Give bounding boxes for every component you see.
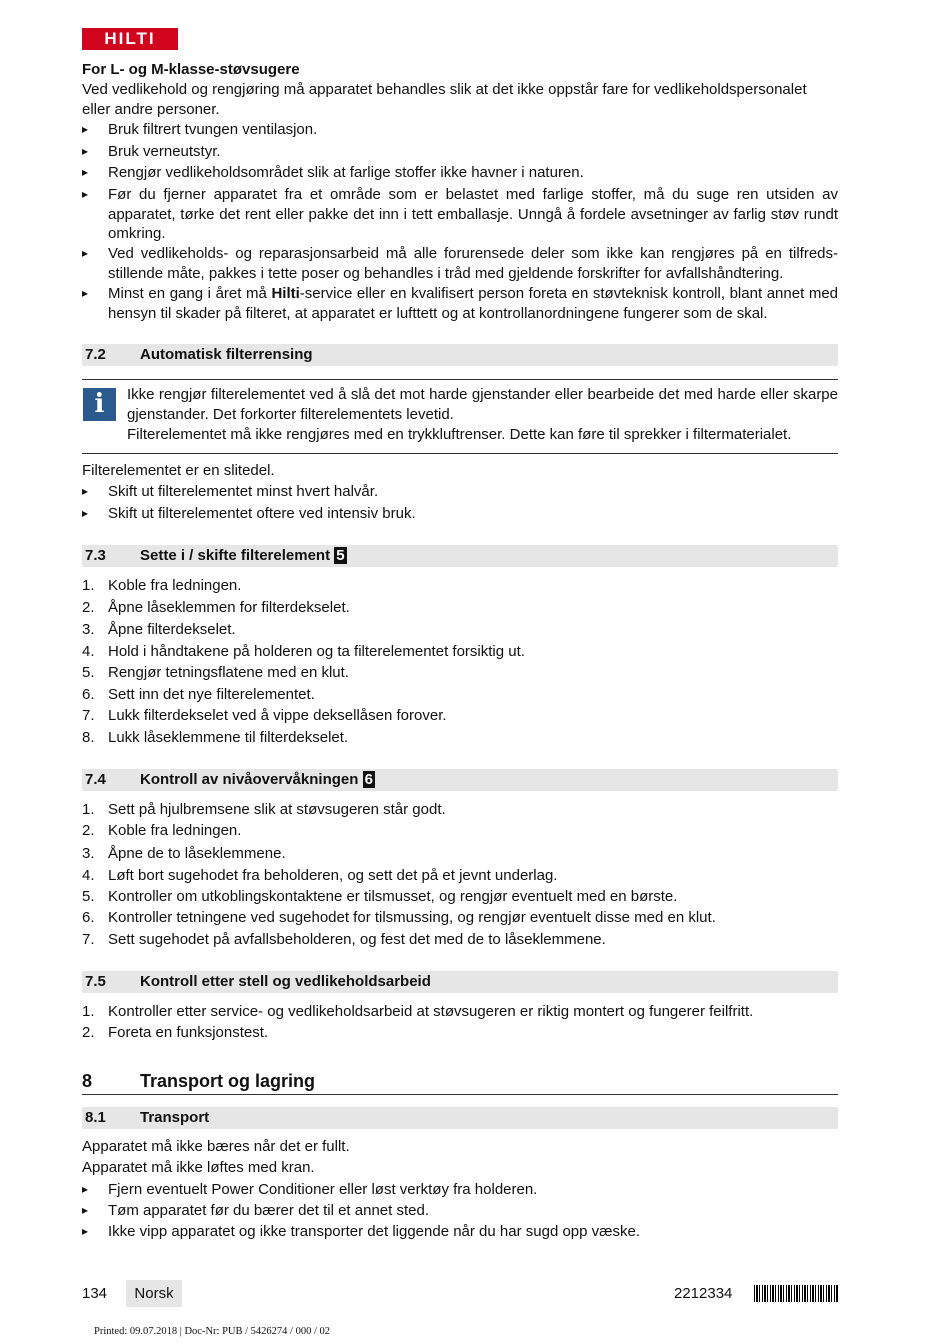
paragraph: Apparatet må ikke bæres når det er fullt. <box>82 1138 350 1155</box>
step-text: Kontroller om utkoblingskontaktene er tilsmusset, og rengjør eventuelt med en børste. <box>108 888 678 905</box>
section-title: Kontroll etter stell og vedlikeholdsarbeid <box>140 973 431 990</box>
step-text: Sett inn det nye filterelementet. <box>108 686 315 703</box>
section-number: 7.4 <box>85 771 106 788</box>
step-text: Sett på hjulbremsene slik at støvsugeren står godt. <box>108 801 446 818</box>
info-box-bottom-rule <box>82 453 838 454</box>
list-item: ▸ Rengjør vedlikeholdsområdet slik at farlige stoffer ikke havner i naturen. <box>82 163 838 183</box>
list-item: 6. Sett inn det nye filterelementet. <box>82 686 315 703</box>
step-text: Rengjør tetningsflatene med en klut. <box>108 664 349 681</box>
bullet-text-post: -service eller en kvalifisert person foreta en støvteknisk kontroll, blant annet med hensyn til skader på filteret, at apparatet er lufttett og at kontrollanordningene fungerer som de skal. <box>108 285 839 322</box>
list-item: 2. Foreta en funksjonstest. <box>82 1024 269 1041</box>
list-item: 3. Åpne filterdekselet. <box>82 621 236 638</box>
list-item <box>82 284 838 323</box>
list-item: 6. Kontroller tetningene ved sugehodet for tilsmussing, og rengjør eventuelt disse med en klut. <box>82 909 716 926</box>
language-label: Norsk <box>126 1280 182 1307</box>
step-text: Hold i håndtakene på holderen og ta filterelementet forsiktig ut. <box>108 643 525 660</box>
section-title <box>140 545 347 567</box>
step-text: Koble fra ledningen. <box>108 577 242 594</box>
step-text: Lukk filterdekselet ved å vippe deksellåsen forover. <box>108 707 447 724</box>
list-item: ▸ Bruk verneutstyr. <box>82 142 838 162</box>
section-title <box>140 769 375 791</box>
list-item: ▸ Fjern eventuelt Power Conditioner eller løst verktøy fra holderen. <box>82 1180 838 1200</box>
list-item: ▸ Bruk filtrert tvungen ventilasjon. <box>82 120 838 140</box>
section-number: 7.5 <box>85 973 106 990</box>
list-item: 1. Sett på hjulbremsene slik at støvsugeren står godt. <box>82 801 446 818</box>
list-item: 2. Åpne låseklemmen for filterdekselet. <box>82 599 350 616</box>
figure-reference: 6 <box>364 771 373 788</box>
list-item: ▸ Tøm apparatet før du bærer det til et annet sted. <box>82 1201 838 1221</box>
section-header-7-4 <box>82 769 838 791</box>
step-text: Foreta en funksjonstest. <box>108 1024 269 1041</box>
brand-name: Hilti <box>271 285 300 302</box>
print-info: Printed: 09.07.2018 | Doc-Nr: PUB / 5426274 / 000 / 02 <box>94 1326 331 1337</box>
section-title: Automatisk filterrensing <box>140 346 313 363</box>
info-text: Ikke rengjør filterelementet ved å slå det mot harde gjenstander eller bearbeide det med harde eller skarpe gjenstander. Det forkorter filterelementets levetid. <box>127 386 838 423</box>
list-item: ▸ Ved vedlikeholds- og reparasjonsarbeid må alle forurensede deler som ikke kan rengjøres på en tilfreds-stillende måte, pakkes i tette poser og behandles i tråd med gjeldende forskrifter for avfallshåndtering. <box>82 244 838 283</box>
chapter-heading-8 <box>82 1069 838 1095</box>
section-heading-l-m: For L- og M-klasse-støvsugere <box>82 61 300 78</box>
list-item: 1. Koble fra ledningen. <box>82 577 242 594</box>
chapter-title: Transport og lagring <box>140 1071 316 1091</box>
step-text: Åpne filterdekselet. <box>108 621 236 638</box>
info-text: Filterelementet må ikke rengjøres med en trykkluftrenser. Dette kan føre til sprekker i filtermaterialet. <box>127 426 792 443</box>
list-item: 3. Åpne de to låseklemmene. <box>82 845 286 862</box>
step-text: Kontroller tetningene ved sugehodet for tilsmussing, og rengjør eventuelt disse med en klut. <box>108 909 716 926</box>
list-item: 8. Lukk låseklemmene til filterdekselet. <box>82 729 349 746</box>
step-text: Sett sugehodet på avfallsbeholderen, og fest det med de to låseklemmene. <box>108 931 606 948</box>
paragraph: Apparatet må ikke løftes med kran. <box>82 1159 315 1176</box>
step-text: Åpne låseklemmen for filterdekselet. <box>108 599 350 616</box>
list-item: 1. Kontroller etter service- og vedlikeholdsarbeid at støvsugeren er riktig montert og fungerer feilfritt. <box>82 1003 754 1020</box>
section-header-7-5 <box>82 971 838 993</box>
list-item: 4. Løft bort sugehodet fra beholderen, og sett det på et jevnt underlag. <box>82 867 558 884</box>
section-title-text: Kontroll av nivåovervåkningen <box>140 771 359 788</box>
hilti-logo: HILTI <box>82 28 178 50</box>
info-icon: i <box>83 388 116 421</box>
list-item: 7. Sett sugehodet på avfallsbeholderen, og fest det med de to låseklemmene. <box>82 931 606 948</box>
list-item: ▸ Ikke vipp apparatet og ikke transporter det liggende når du har sugd opp væske. <box>82 1222 838 1242</box>
list-item: 2. Koble fra ledningen. <box>82 822 242 839</box>
step-text: Koble fra ledningen. <box>108 822 242 839</box>
list-item: 7. Lukk filterdekselet ved å vippe deksellåsen forover. <box>82 707 447 724</box>
step-text: Lukk låseklemmene til filterdekselet. <box>108 729 349 746</box>
section-header-7-2 <box>82 344 838 366</box>
section-title: Transport <box>140 1109 210 1126</box>
page-number: 134 <box>82 1285 108 1302</box>
intro-paragraph: Ved vedlikehold og rengjøring må apparatet behandles slik at det ikke oppstår fare for vedlikeholdspersonalet eller andre personer. <box>82 81 807 118</box>
section-number: 7.3 <box>85 547 106 564</box>
figure-reference: 5 <box>336 547 345 564</box>
list-item: 5. Rengjør tetningsflatene med en klut. <box>82 664 349 681</box>
list-item: 5. Kontroller om utkoblingskontaktene er tilsmusset, og rengjør eventuelt med en børste. <box>82 888 678 905</box>
chapter-number: 8 <box>82 1071 93 1091</box>
bullet-text-pre: Minst en gang i året må <box>108 285 272 302</box>
list-item: 4. Hold i håndtakene på holderen og ta filterelementet forsiktig ut. <box>82 643 525 660</box>
section-title-text: Sette i / skifte filterelement <box>140 547 331 564</box>
step-text: Løft bort sugehodet fra beholderen, og sett det på et jevnt underlag. <box>108 867 558 884</box>
info-box-top-rule <box>82 379 838 380</box>
section-header-8-1 <box>82 1107 838 1129</box>
list-item: ▸ Skift ut filterelementet minst hvert halvår. <box>82 482 838 502</box>
list-item: ▸ Skift ut filterelementet oftere ved intensiv bruk. <box>82 504 838 524</box>
document-number: 2212334 <box>674 1285 733 1302</box>
step-text: Åpne de to låseklemmene. <box>108 845 286 862</box>
paragraph: Filterelementet er en slitedel. <box>82 462 275 479</box>
step-text: Kontroller etter service- og vedlikeholdsarbeid at støvsugeren er riktig montert og fungerer feilfritt. <box>108 1003 754 1020</box>
list-item: ▸ Før du fjerner apparatet fra et område som er belastet med farlige stoffer, må du suge ren utsiden av apparatet, tørke det rent eller pakke det inn i tett emballasje. Unngå å fordele avsetninger av farlig støv rundt omkring. <box>82 185 838 244</box>
section-number: 8.1 <box>85 1109 106 1126</box>
barcode <box>754 1285 838 1302</box>
section-number: 7.2 <box>85 346 106 363</box>
section-header-7-3 <box>82 545 838 567</box>
